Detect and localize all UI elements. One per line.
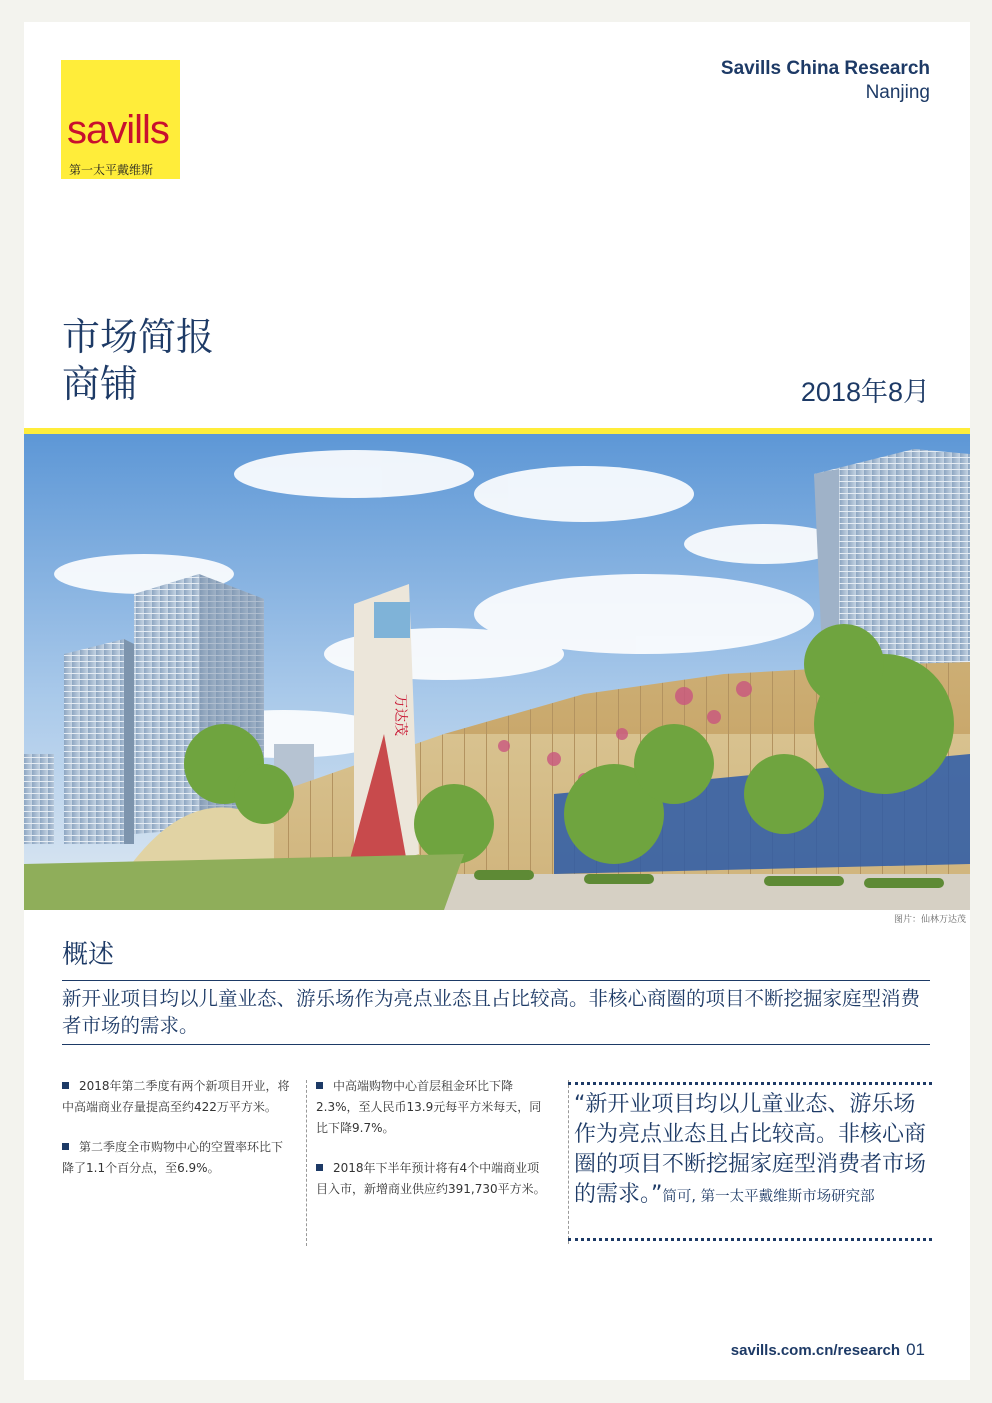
quote-attribution: 简可, 第一太平戴维斯市场研究部 xyxy=(662,1189,875,1205)
report-title-line1: 市场简报 xyxy=(62,315,215,359)
bullet-square-icon xyxy=(316,1082,323,1089)
bullet-text: 2018年下半年预计将有4个中端商业项目入市，新增商业供应约391,730平方米。 xyxy=(316,1161,546,1196)
pull-quote xyxy=(574,1090,934,1212)
column-divider xyxy=(306,1080,307,1246)
report-title-line2: 商铺 xyxy=(62,362,139,406)
page-number: 01 xyxy=(906,1340,925,1359)
report-date: 2018年8月 xyxy=(800,377,930,407)
bullet-square-icon xyxy=(62,1143,69,1150)
overview-summary: 新开业项目均以儿童业态、游乐场作为亮点业态且占比较高。非核心商圈的项目不断挖掘家庭型消费者市场的需求。 xyxy=(62,987,921,1037)
quote-rule-top xyxy=(568,1082,932,1085)
brand-city: Nanjing xyxy=(865,82,930,103)
research-brand xyxy=(721,58,930,104)
bullet-item xyxy=(62,1137,290,1179)
photo-credit: 图片：仙林万达茂 xyxy=(893,915,966,925)
quote-rule-bottom xyxy=(568,1238,932,1241)
overview-heading: 概述 xyxy=(62,940,115,970)
bullet-item xyxy=(316,1158,548,1200)
page-footer xyxy=(731,1340,925,1360)
bullet-text: 第二季度全市购物中心的空置率环比下降了1.1个百分点，至6.9%。 xyxy=(62,1140,284,1175)
bullet-item xyxy=(62,1076,290,1118)
bullet-text: 2018年第二季度有两个新项目开业，将中高端商业存量提高至约422万平方米。 xyxy=(62,1079,290,1114)
savills-logo xyxy=(61,60,180,179)
bullet-square-icon xyxy=(62,1082,69,1089)
report-page xyxy=(24,22,970,1380)
brand-title: Savills China Research xyxy=(720,58,930,79)
report-title xyxy=(62,314,214,408)
logo-wordmark: savills xyxy=(67,108,169,152)
overview-rule-bottom xyxy=(62,1044,930,1045)
bullet-square-icon xyxy=(316,1164,323,1171)
quote-text: “新开业项目均以儿童业态、游乐场作为亮点业态且占比较高。非核心商圈的项目不断挖掘家庭型消费者市场的需求。” xyxy=(574,1092,927,1207)
footer-url-link[interactable]: savills.com.cn/research xyxy=(730,1342,901,1359)
bullet-item xyxy=(316,1076,548,1139)
bullet-text: 中高端购物中心首层租金环比下降2.3%，至人民币13.9元每平方米每天，同比下降9.7%。 xyxy=(316,1079,542,1135)
overview-rule-top xyxy=(62,980,930,981)
logo-cn-name: 第一太平戴维斯 xyxy=(69,163,154,177)
sign-text: 万达茂 xyxy=(392,694,408,736)
cover-photo xyxy=(24,434,970,910)
bullets-column-1 xyxy=(62,1076,290,1198)
bullets-column-2 xyxy=(316,1076,548,1219)
